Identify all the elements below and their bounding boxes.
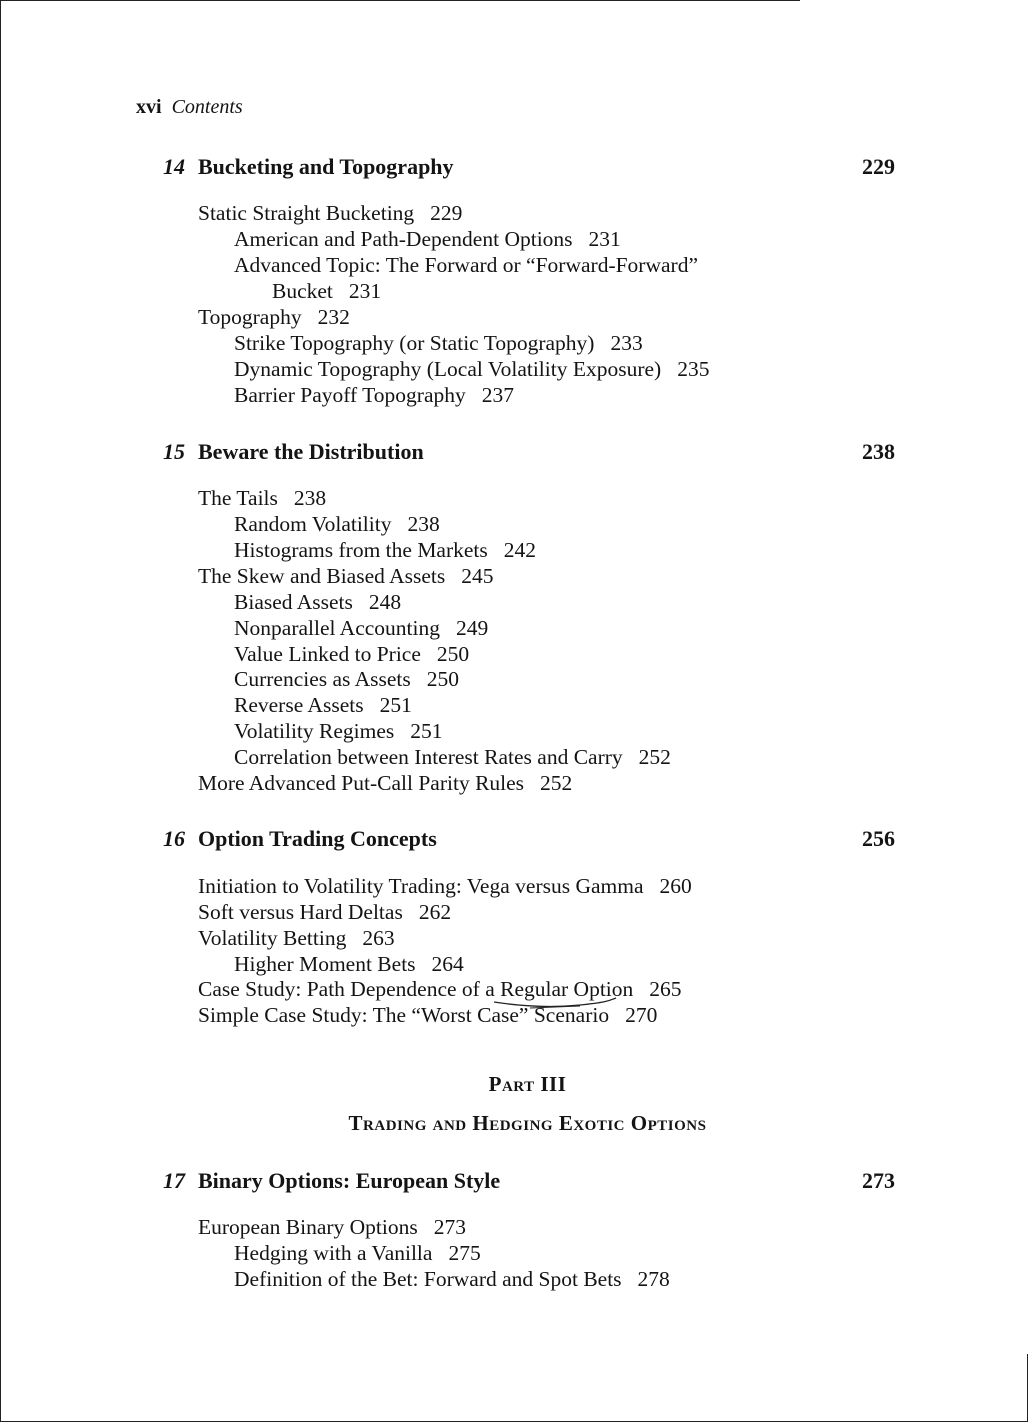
toc-entry: Volatility Regimes 251 bbox=[234, 719, 443, 743]
toc-entry: Barrier Payoff Topography 237 bbox=[234, 383, 515, 407]
toc-entry: Random Volatility 238 bbox=[234, 512, 440, 536]
toc-entry: Higher Moment Bets 264 bbox=[234, 952, 464, 976]
toc-entry: Reverse Assets 251 bbox=[234, 693, 412, 717]
toc-entry: Static Straight Bucketing 229 bbox=[198, 201, 463, 225]
running-head bbox=[136, 96, 243, 119]
toc-entry: Soft versus Hard Deltas 262 bbox=[198, 900, 452, 924]
toc-entry: Strike Topography (or Static Topography) 233 bbox=[234, 331, 643, 355]
toc-entry: Simple Case Study: The “Worst Case” Scenario 270 bbox=[198, 1003, 658, 1027]
toc-entry: More Advanced Put-Call Parity Rules 252 bbox=[198, 771, 573, 795]
chapter-heading-17 bbox=[0, 1168, 1028, 1198]
toc-entry: Correlation between Interest Rates and Carry 252 bbox=[234, 745, 671, 769]
chapter-number: 15 bbox=[163, 439, 185, 464]
part-title: Trading and Hedging Exotic Options bbox=[348, 1111, 707, 1135]
page-border-left bbox=[0, 0, 1, 1422]
toc-entry: Dynamic Topography (Local Volatility Exposure) 235 bbox=[234, 357, 710, 381]
toc-entry: Value Linked to Price 250 bbox=[234, 642, 470, 666]
chapter-heading-14 bbox=[0, 154, 1028, 184]
toc-entry: Biased Assets 248 bbox=[234, 590, 402, 614]
running-head-title: Contents bbox=[171, 96, 243, 118]
toc-entry: Initiation to Volatility Trading: Vega versus Gamma 260 bbox=[198, 874, 692, 898]
chapter-title: Beware the Distribution bbox=[198, 439, 424, 464]
chapter-page: 256 bbox=[862, 826, 895, 851]
toc-entry: European Binary Options 273 bbox=[198, 1215, 466, 1239]
chapter-number: 14 bbox=[163, 154, 185, 179]
part-label: Part III bbox=[488, 1072, 567, 1096]
toc-entry: Currencies as Assets 250 bbox=[234, 667, 459, 691]
toc-entry: The Skew and Biased Assets 245 bbox=[198, 564, 494, 588]
page-folio: xvi bbox=[136, 96, 162, 118]
chapter-title: Binary Options: European Style bbox=[198, 1168, 501, 1193]
chapter-page: 273 bbox=[862, 1168, 895, 1193]
chapter-title: Option Trading Concepts bbox=[198, 826, 437, 851]
chapter-heading-16 bbox=[0, 826, 1028, 856]
toc-entry: American and Path-Dependent Options 231 bbox=[234, 227, 621, 251]
chapter-heading-15 bbox=[0, 439, 1028, 469]
toc-entry: Case Study: Path Dependence of a Regular Option 265 bbox=[198, 977, 682, 1001]
toc-entry: Definition of the Bet: Forward and Spot Bets 278 bbox=[234, 1267, 670, 1291]
chapter-page: 238 bbox=[862, 439, 895, 464]
toc-entry: Volatility Betting 263 bbox=[198, 926, 395, 950]
toc-entry-continuation: Bucket 231 bbox=[272, 279, 382, 303]
toc-entry: Hedging with a Vanilla 275 bbox=[234, 1241, 481, 1265]
chapter-number: 16 bbox=[163, 826, 185, 851]
pen-mark bbox=[490, 996, 620, 1026]
toc-entry: Histograms from the Markets 242 bbox=[234, 538, 537, 562]
toc-entry: The Tails 238 bbox=[198, 486, 327, 510]
page-border-top bbox=[0, 0, 800, 1]
chapter-title: Bucketing and Topography bbox=[198, 154, 454, 179]
toc-entry: Nonparallel Accounting 249 bbox=[234, 616, 489, 640]
chapter-page: 229 bbox=[862, 154, 895, 179]
chapter-number: 17 bbox=[163, 1168, 185, 1193]
toc-entry: Advanced Topic: The Forward or “Forward-Forward” bbox=[234, 253, 698, 277]
toc-entry: Topography 232 bbox=[198, 305, 350, 329]
